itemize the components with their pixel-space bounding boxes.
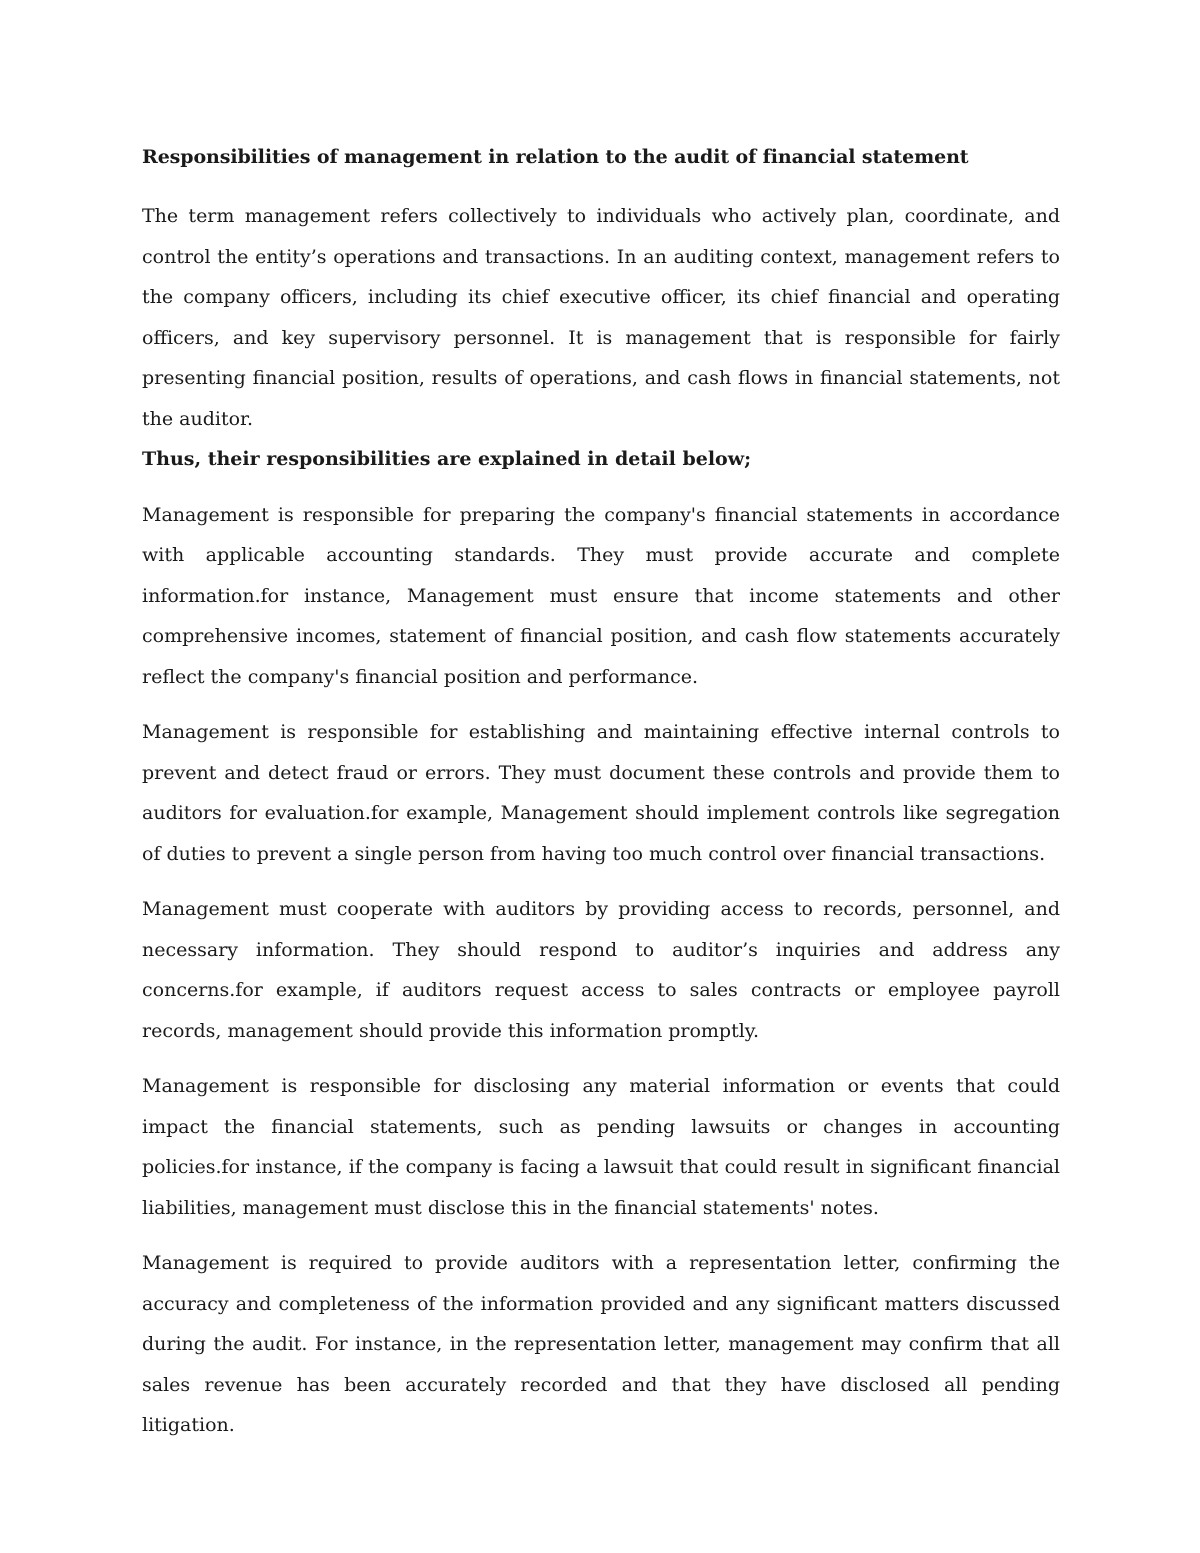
intro-lead-text: Thus, their responsibilities are explained in detail below; [142,448,752,470]
document-title: Responsibilities of management in relation to the audit of financial statement [142,146,969,168]
paragraph-disclosure: Management is responsible for disclosing any material information or events that could impact the financial statements, such as pending lawsuits or changes in accounting policies.for instance, if the company is facing a lawsuit that could result in significant financial liabilities, management must disclose this in the financial statements' notes. [142,1075,1060,1219]
intro-paragraph [142,196,1060,480]
paragraph-cooperation: Management must cooperate with auditors by providing access to records, personnel, and necessary information. They should respond to auditor’s inquiries and address any concerns.for example, if auditors request access to sales contracts or employee payroll records, management should provide this information promptly. [142,898,1060,1042]
document-body [142,141,1060,1446]
paragraph-internal-controls: Management is responsible for establishing and maintaining effective internal controls to prevent and detect fraud or errors. They must document these controls and provide them to auditors for evaluation.for example, Management should implement controls like segregation of duties to prevent a single person from having too much control over financial transactions. [142,721,1060,865]
intro-text: The term management refers collectively to individuals who actively plan, coordinate, and control the entity’s operations and transactions. In an auditing context, management refers to the company officers, including its chief executive officer, its chief financial and operating officers, and key supervisory personnel. It is management that is responsible for fairly presenting financial position, results of operations, and cash flows in financial statements, not the auditor. [142,205,1060,430]
paragraph-preparation: Management is responsible for preparing the company's financial statements in accordance with applicable accounting standards. They must provide accurate and complete information.for instance, Management must ensure that income statements and other comprehensive incomes, statement of financial position, and cash flow statements accurately reflect the company's financial position and performance. [142,503,1060,688]
paragraph-representation-letter: Management is required to provide auditors with a representation letter, confirming the accuracy and completeness of the information provided and any significant matters discussed during the audit. For instance, in the representation letter, management may confirm that all sales revenue has been accurately recorded and that they have disclosed all pending litigation. [142,1252,1060,1436]
